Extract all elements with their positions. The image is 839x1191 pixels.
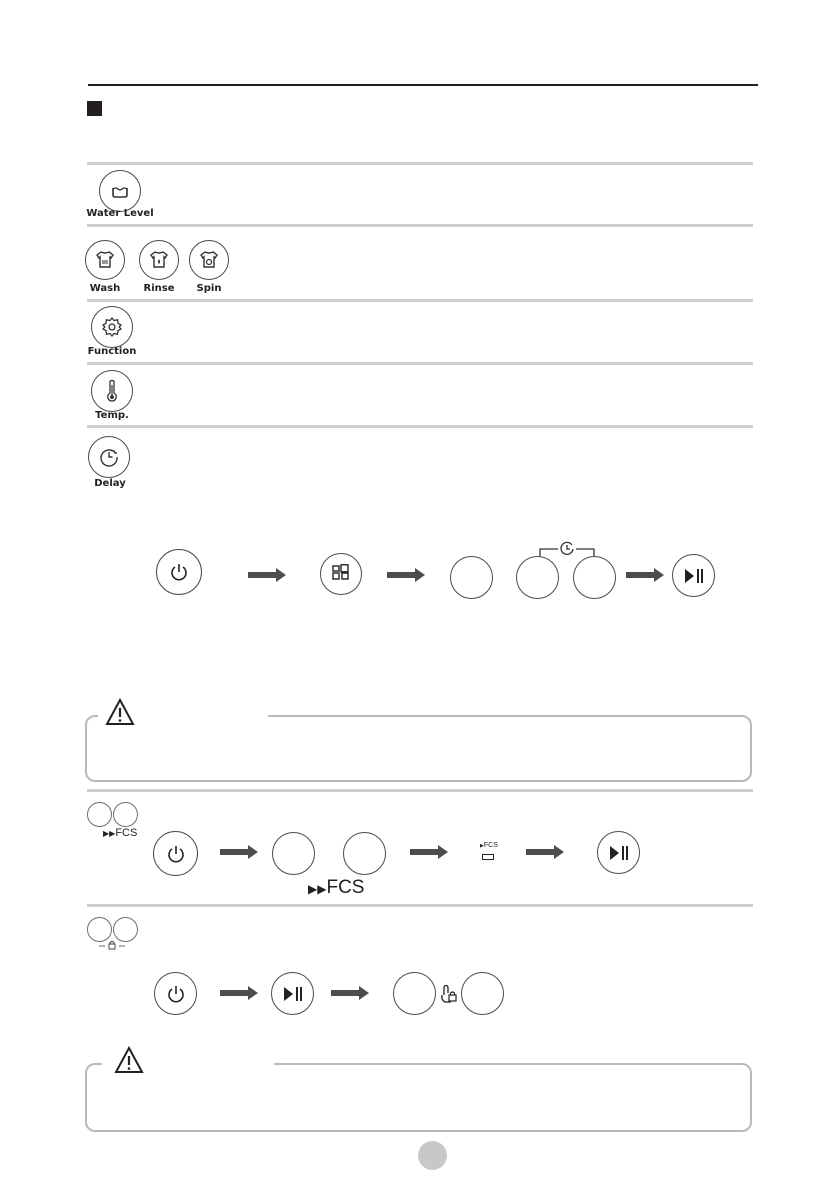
- wash-button[interactable]: [85, 240, 125, 280]
- rinse-button[interactable]: [139, 240, 179, 280]
- delay-adjust-button-2[interactable]: [573, 556, 616, 599]
- fcs-indicator-large: ▶▶FCS: [308, 877, 365, 898]
- water-level-button[interactable]: [99, 170, 141, 212]
- temp-label: Temp.: [95, 410, 129, 421]
- temp-button[interactable]: [91, 370, 133, 412]
- lock-combo-circle-2: [113, 917, 138, 942]
- warning-triangle-icon: [105, 698, 135, 726]
- function-label: Function: [87, 346, 137, 357]
- start-pause-button[interactable]: [672, 554, 715, 597]
- header-rule: [88, 84, 758, 86]
- option-button[interactable]: [450, 556, 493, 599]
- fcs-label-large: FCS: [326, 877, 365, 898]
- play-pause-icon: [683, 568, 705, 584]
- child-lock-small-icon: [98, 940, 126, 950]
- shirt-rinse-icon: [147, 248, 171, 272]
- wash-label: Wash: [89, 283, 121, 294]
- fcs-combo-button-2[interactable]: [343, 832, 386, 875]
- arrow-right-icon: [626, 568, 664, 582]
- row-separator: [87, 789, 753, 792]
- gear-icon: [101, 316, 123, 338]
- basin-icon: [109, 180, 131, 202]
- warning-triangle-icon: [114, 1046, 144, 1074]
- rinse-label: Rinse: [143, 283, 175, 294]
- power-button[interactable]: [153, 831, 198, 876]
- arrow-right-icon: [331, 986, 369, 1000]
- arrow-right-icon: [220, 986, 258, 1000]
- power-icon: [165, 843, 187, 865]
- function-button[interactable]: [91, 306, 133, 348]
- fcs-combo-circle-2: [113, 802, 138, 827]
- program-grid-icon: [331, 564, 351, 584]
- page-number-badge: [418, 1141, 447, 1170]
- delay-adjust-button-1[interactable]: [516, 556, 559, 599]
- clock-icon: [98, 446, 120, 468]
- row-separator: [87, 162, 753, 165]
- fcs-combo-button-1[interactable]: [272, 832, 315, 875]
- warning-header: [98, 698, 268, 728]
- shirt-spin-icon: [197, 248, 221, 272]
- fcs-display-indicator: ▶FCS: [480, 842, 504, 866]
- play-pause-icon: [282, 986, 304, 1002]
- program-button[interactable]: [320, 553, 362, 595]
- delay-button[interactable]: [88, 436, 130, 478]
- power-icon: [165, 983, 187, 1005]
- power-button[interactable]: [154, 972, 197, 1015]
- thermometer-icon: [101, 379, 123, 403]
- fcs-label: FCS: [115, 827, 138, 839]
- lock-combo-button-2[interactable]: [461, 972, 504, 1015]
- start-pause-button[interactable]: [271, 972, 314, 1015]
- water-level-label: Water Level: [86, 208, 154, 219]
- warning-header: [102, 1046, 274, 1076]
- shirt-wash-icon: [93, 248, 117, 272]
- arrow-right-icon: [248, 568, 286, 582]
- delay-bracket-icon: [538, 540, 596, 558]
- lock-combo-button-1[interactable]: [393, 972, 436, 1015]
- lock-combo-circle-1: [87, 917, 112, 942]
- fcs-combo-circle-1: [87, 802, 112, 827]
- start-pause-button[interactable]: [597, 831, 640, 874]
- delay-label: Delay: [94, 478, 126, 489]
- display-rect-icon: [482, 854, 494, 860]
- fcs-indicator: ▶▶FCS: [103, 827, 138, 839]
- power-button[interactable]: [156, 549, 202, 595]
- spin-button[interactable]: [189, 240, 229, 280]
- spin-label: Spin: [196, 283, 222, 294]
- row-separator: [87, 224, 753, 227]
- fcs-display-label: FCS: [483, 842, 498, 849]
- play-pause-icon: [608, 845, 630, 861]
- section-marker: [87, 101, 102, 116]
- row-separator: [87, 299, 753, 302]
- arrow-right-icon: [387, 568, 425, 582]
- row-separator: [87, 362, 753, 365]
- row-separator: [87, 425, 753, 428]
- arrow-right-icon: [526, 845, 564, 859]
- row-separator: [87, 904, 753, 907]
- power-icon: [168, 561, 190, 583]
- child-lock-icon: [438, 983, 458, 1005]
- arrow-right-icon: [220, 845, 258, 859]
- arrow-right-icon: [410, 845, 448, 859]
